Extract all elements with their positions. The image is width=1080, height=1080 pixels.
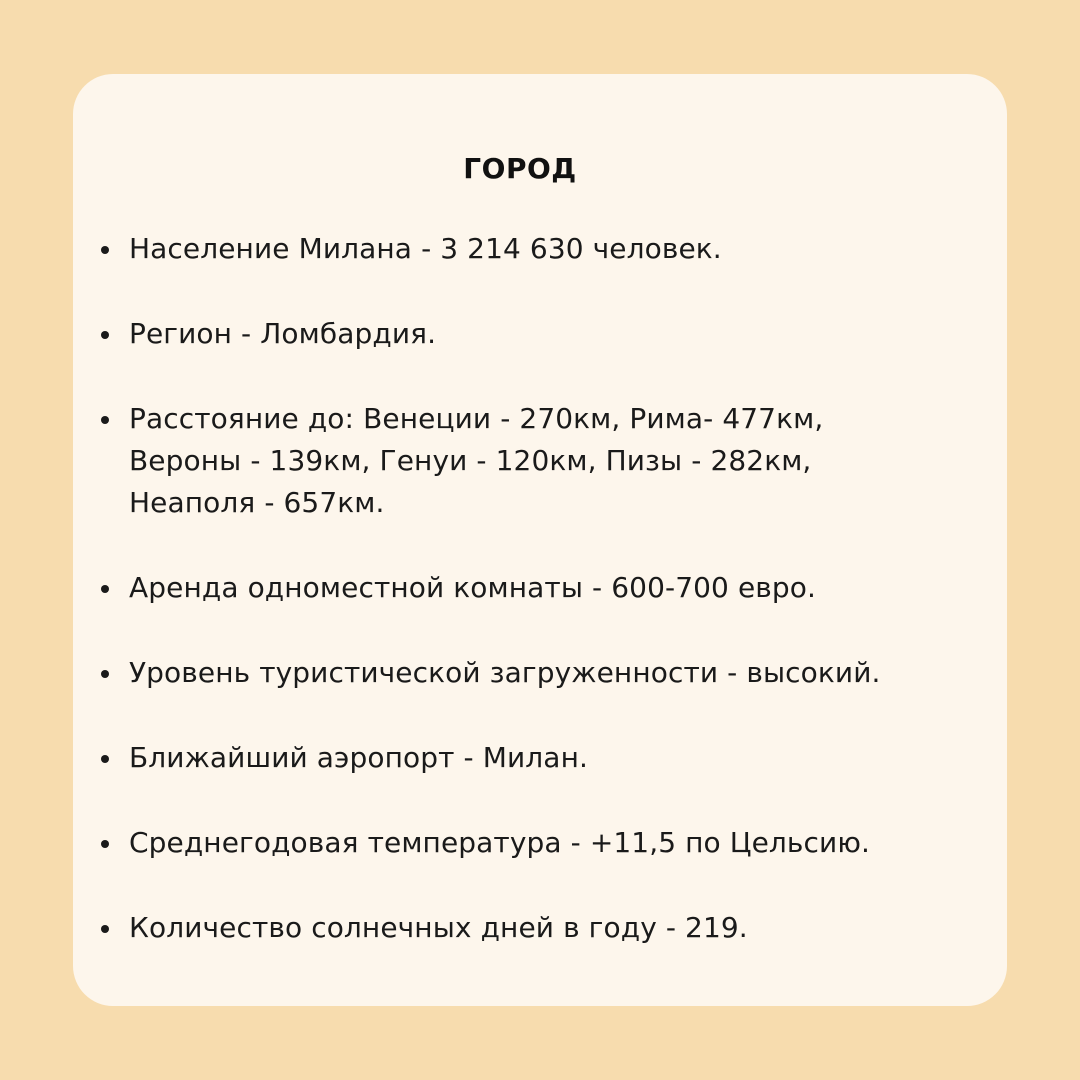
list-item (73, 652, 1007, 694)
list-item (73, 737, 1007, 779)
list-item-text: Ближайший аэропорт - Милан. (129, 741, 588, 774)
bullet-icon (101, 840, 109, 848)
list-item (73, 907, 1007, 949)
bullet-icon (101, 670, 109, 678)
bullet-icon (101, 755, 109, 763)
list-item-text: Население Милана - 3 214 630 человек. (129, 232, 722, 265)
facts-list (73, 228, 1007, 992)
list-item-text: Среднегодовая температура - +11,5 по Цельсию. (129, 826, 870, 859)
list-item-text: Количество солнечных дней в году - 219. (129, 911, 748, 944)
bullet-icon (101, 585, 109, 593)
info-card (73, 74, 1007, 1006)
list-item (73, 228, 1007, 270)
list-item-text: Расстояние до: Венеции - 270км, Рима- 477км, Вероны - 139км, Генуи - 120км, Пизы - 282км, Неаполя - 657км. (129, 402, 824, 519)
bullet-icon (101, 246, 109, 254)
list-item-text: Уровень туристической загруженности - высокий. (129, 656, 881, 689)
list-item-text: Аренда одноместной комнаты - 600-700 евро. (129, 571, 816, 604)
bullet-icon (101, 925, 109, 933)
list-item (73, 313, 1007, 355)
bullet-icon (101, 331, 109, 339)
list-item (73, 398, 1007, 524)
list-item-text: Регион - Ломбардия. (129, 317, 437, 350)
list-item (73, 822, 1007, 864)
bullet-icon (101, 416, 109, 424)
card-title: ГОРОД (463, 152, 577, 185)
list-item (73, 567, 1007, 609)
